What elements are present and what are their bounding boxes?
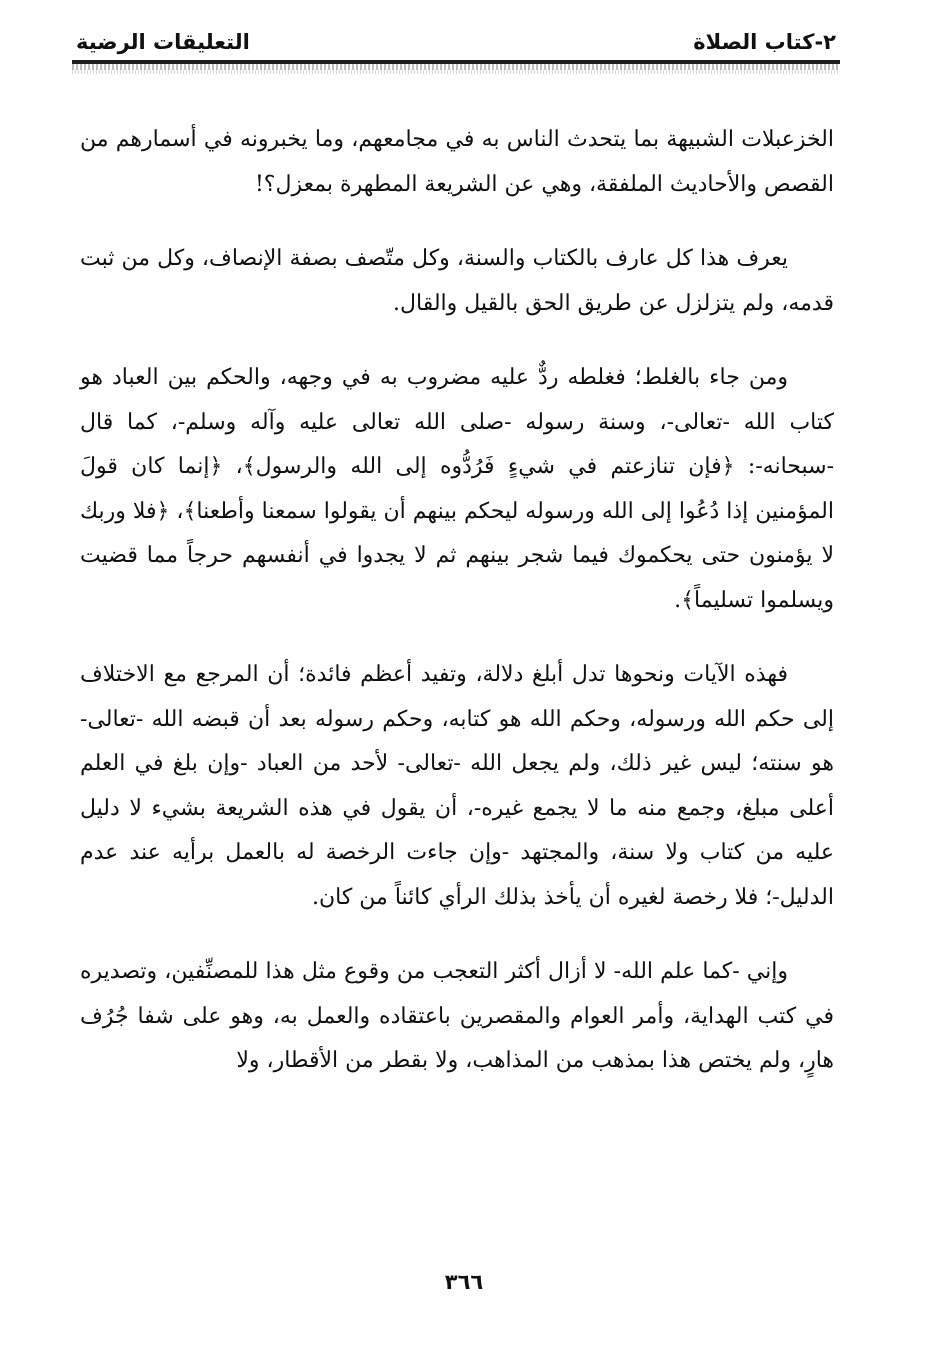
- running-header: [76, 26, 836, 58]
- paragraph-5: [80, 950, 834, 1084]
- header-divider-shadow: [72, 70, 840, 74]
- paragraph-1: [80, 118, 834, 207]
- page-body: [80, 118, 834, 1114]
- paragraph-5-text: وإني -كما علم الله- لا أزال أكثر التعجب من وقوع مثل هذا للمصنِّفين، وتصديره في كتب الهداية، وأمر العوام والمقصرين باعتقاده والعمل به، وهو على شفا جُرُف هارٍ، ولم يختص هذا بمذهب من المذاهب، ولا بقطر من الأقطار، ولا: [80, 959, 834, 1073]
- paragraph-2-text: يعرف هذا كل عارف بالكتاب والسنة، وكل متّصف بصفة الإنصاف، وكل من ثبت قدمه، ولم يتزلزل عن طريق الحق بالقيل والقال.: [80, 246, 834, 316]
- book-title: التعليقات الرضية: [76, 30, 250, 54]
- header-divider: [72, 60, 840, 70]
- chapter-title: ٢-كتاب الصلاة: [693, 30, 836, 54]
- paragraph-4: [80, 653, 834, 920]
- paragraph-3: [80, 356, 834, 623]
- paragraph-2: [80, 237, 834, 326]
- page-number: ٣٦٦: [444, 1270, 484, 1294]
- paragraph-4-text: فهذه الآيات ونحوها تدل أبلغ دلالة، وتفيد أعظم فائدة؛ أن المرجع مع الاختلاف إلى حكم الله ورسوله، وحكم الله هو كتابه، وحكم رسوله بعد أن قبضه الله -تعالى- هو سنته؛ ليس غير ذلك، ولم يجعل الله -تعالى- لأحد من العباد -وإن بلغ في العلم أعلى مبلغ، وجمع منه ما لا يجمع غيره-، أن يقول في هذه الشريعة بشيء لا دليل عليه من كتاب ولا سنة، والمجتهد -وإن جاءت الرخصة له بالعمل برأيه عند عدم الدليل-؛ فلا رخصة لغيره أن يأخذ بذلك الرأي كائناً من كان.: [80, 662, 834, 910]
- paragraph-1-text: الخزعبلات الشبيهة بما يتحدث الناس به في مجامعهم، وما يخبرونه في أسمارهم من القصص والأحاديث الملفقة، وهي عن الشريعة المطهرة بمعزل؟!: [80, 127, 834, 197]
- paragraph-3-text: ومن جاء بالغلط؛ فغلطه ردٌّ عليه مضروب به في وجهه، والحكم بين العباد هو كتاب الله -تعالى-، وسنة رسوله -صلى الله تعالى عليه وآله وسلم-، كما قال -سبحانه-: ﴿فإن تنازعتم في شيءٍ فَرُدُّوه إلى الله والرسول﴾، ﴿إنما كان قولَ المؤمنين إذا دُعُوا إلى الله ورسوله ليحكم بينهم أن يقولوا سمعنا وأطعنا﴾، ﴿فلا وربك لا يؤمنون حتى يحكموك فيما شجر بينهم ثم لا يجدوا في أنفسهم حرجاً مما قضيت ويسلموا تسليماً﴾.: [80, 365, 834, 613]
